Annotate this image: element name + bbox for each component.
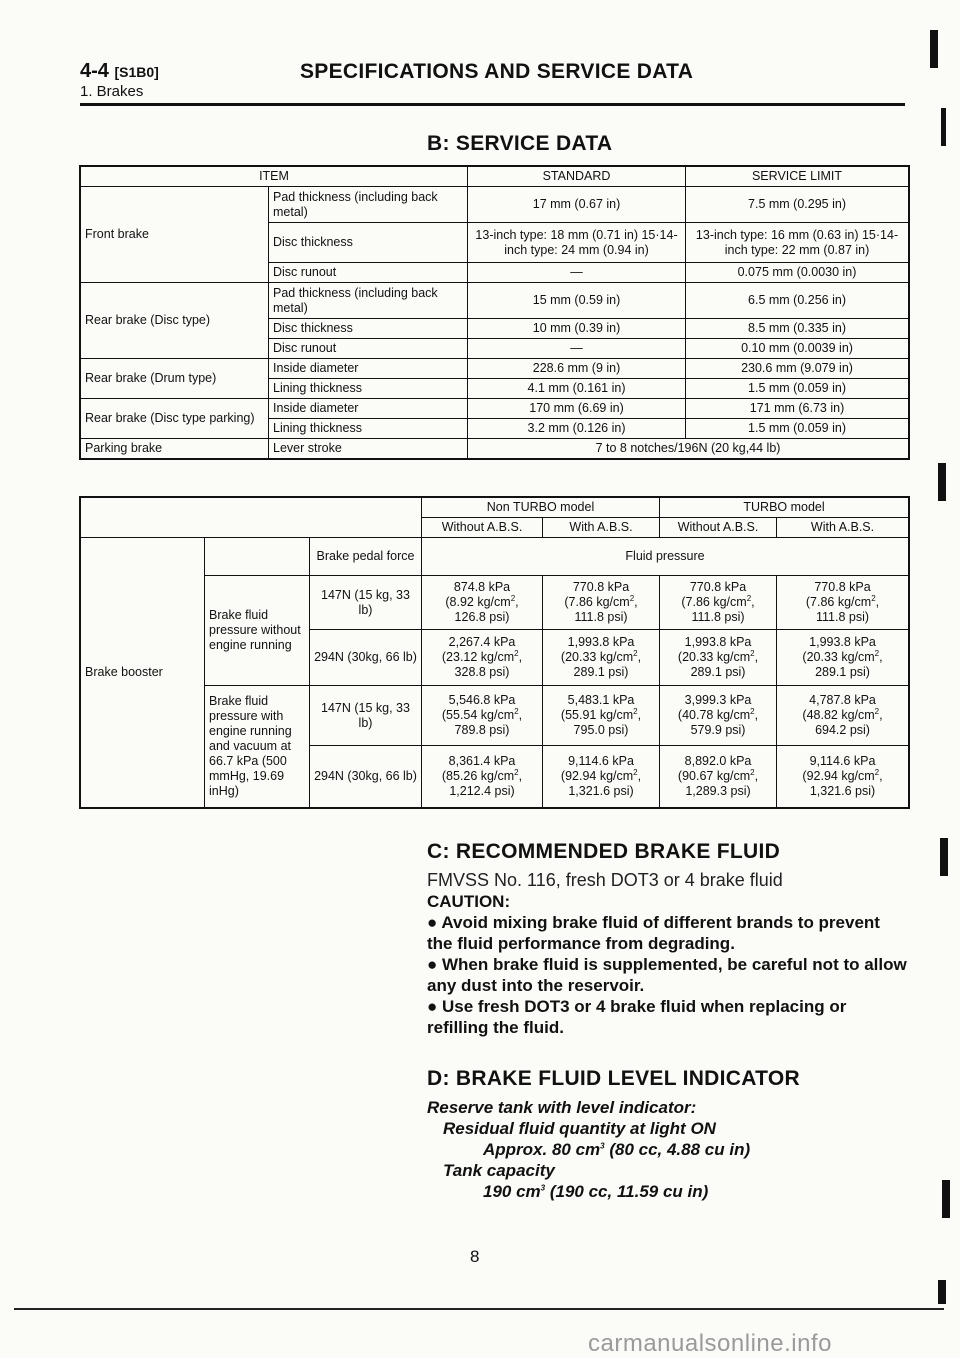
group-label-rear-disc: Rear brake (Disc type) bbox=[81, 283, 269, 359]
standard-cell: 10 mm (0.39 in) bbox=[468, 319, 686, 339]
standard-cell: 228.6 mm (9 in) bbox=[468, 359, 686, 379]
table-row bbox=[81, 399, 909, 419]
scan-mark bbox=[938, 463, 946, 501]
section-code bbox=[80, 60, 159, 83]
scan-mark bbox=[940, 838, 948, 876]
standard-cell: 13-inch type: 18 mm (0.71 in) 15·14-inch type: 24 mm (0.94 in) bbox=[468, 223, 686, 263]
pressure-cell: 9,114.6 kPa (92.94 $kg/cm^2$, 1,321.6 psi) bbox=[777, 746, 909, 808]
force-cell: 294N (30kg, 66 lb) bbox=[310, 746, 422, 808]
row-label-brake-booster: Brake booster bbox=[81, 538, 205, 808]
force-cell: 147N (15 kg, 33 lb) bbox=[310, 576, 422, 630]
pressure-cell: 770.8 kPa (7.86 $kg/cm^2$, 111.8 psi) bbox=[660, 576, 777, 630]
page-number: 8 bbox=[470, 1247, 480, 1266]
col-header-fluid-pressure: Fluid pressure bbox=[422, 538, 909, 576]
scan-mark bbox=[941, 108, 946, 146]
caution-label: CAUTION: bbox=[427, 892, 511, 911]
standard-cell: 15 mm (0.59 in) bbox=[468, 283, 686, 319]
caution-item: ● Avoid mixing brake fluid of different brands to prevent the fluid performance from degrading. bbox=[427, 913, 880, 953]
limit-cell: 8.5 mm (0.335 in) bbox=[686, 319, 909, 339]
force-cell: 147N (15 kg, 33 lb) bbox=[310, 686, 422, 746]
col-header-standard: STANDARD bbox=[468, 167, 686, 187]
col-header-with-abs: With A.B.S. bbox=[543, 518, 660, 538]
standard-cell: — bbox=[468, 263, 686, 283]
limit-cell: 6.5 mm (0.256 in) bbox=[686, 283, 909, 319]
scan-mark bbox=[938, 1280, 946, 1304]
fluid-heading: C: RECOMMENDED BRAKE FLUID bbox=[427, 840, 781, 863]
item-cell: Inside diameter bbox=[269, 359, 468, 379]
pressure-cell: 5,483.1 kPa (55.91 $kg/cm^2$, 795.0 psi) bbox=[543, 686, 660, 746]
indicator-line: Tank capacity bbox=[443, 1161, 555, 1180]
pressure-cell: 8,892.0 kPa (90.67 $kg/cm^2$, 1,289.3 psi) bbox=[660, 746, 777, 808]
limit-cell: 1.5 mm (0.059 in) bbox=[686, 419, 909, 439]
pressure-cell: 8,361.4 kPa (85.26 $kg/cm^2$, 1,212.4 psi) bbox=[422, 746, 543, 808]
brake-booster-table bbox=[80, 497, 909, 808]
scan-mark bbox=[930, 30, 938, 68]
table-row bbox=[81, 359, 909, 379]
col-header-with-abs: With A.B.S. bbox=[777, 518, 909, 538]
header-rule bbox=[80, 103, 905, 106]
blank-corner bbox=[81, 498, 422, 538]
col-header-non-turbo: Non TURBO model bbox=[422, 498, 660, 518]
limit-cell: 13-inch type: 16 mm (0.63 in) 15·14-inch type: 22 mm (0.87 in) bbox=[686, 223, 909, 263]
col-header-without-abs: Without A.B.S. bbox=[422, 518, 543, 538]
pressure-cell: 1,993.8 kPa (20.33 $kg/cm^2$, 289.1 psi) bbox=[660, 630, 777, 686]
pressure-cell: 770.8 kPa (7.86 $kg/cm^2$, 111.8 psi) bbox=[543, 576, 660, 630]
pressure-cell: 874.8 kPa (8.92 $kg/cm^2$, 126.8 psi) bbox=[422, 576, 543, 630]
page-title: SPECIFICATIONS AND SERVICE DATA bbox=[300, 60, 694, 83]
pressure-cell: 2,267.4 kPa (23.12 $kg/cm^2$, 328.8 psi) bbox=[422, 630, 543, 686]
standard-cell: 4.1 mm (0.161 in) bbox=[468, 379, 686, 399]
col-header-without-abs: Without A.B.S. bbox=[660, 518, 777, 538]
item-cell: Disc thickness bbox=[269, 223, 468, 263]
watermark: carmanualsonline.info bbox=[588, 1330, 832, 1357]
section-number: 4-4 bbox=[80, 60, 109, 82]
item-cell: Pad thickness (including back metal) bbox=[269, 283, 468, 319]
col-header-turbo: TURBO model bbox=[660, 498, 909, 518]
indicator-section bbox=[427, 1097, 907, 1202]
pressure-cell: 4,787.8 kPa (48.82 $kg/cm^2$, 694.2 psi) bbox=[777, 686, 909, 746]
standard-cell: 17 mm (0.67 in) bbox=[468, 187, 686, 223]
item-cell: Lining thickness bbox=[269, 419, 468, 439]
group-label-front: Front brake bbox=[81, 187, 269, 283]
caution-list bbox=[427, 912, 907, 1038]
col-header-limit: SERVICE LIMIT bbox=[686, 167, 909, 187]
table-header-row bbox=[81, 538, 909, 576]
fluid-spec: FMVSS No. 116, fresh DOT3 or 4 brake fluid bbox=[427, 870, 783, 890]
pressure-cell: 3,999.3 kPa (40.78 $kg/cm^2$, 579.9 psi) bbox=[660, 686, 777, 746]
indicator-line: Residual fluid quantity at light ON bbox=[443, 1119, 716, 1138]
pressure-cell: 9,114.6 kPa (92.94 $kg/cm^2$, 1,321.6 psi) bbox=[543, 746, 660, 808]
footer-rule bbox=[14, 1308, 944, 1310]
section-ref: [S1B0] bbox=[114, 64, 159, 80]
table-row bbox=[81, 283, 909, 319]
item-cell: Lining thickness bbox=[269, 379, 468, 399]
col-header-pedal-force: Brake pedal force bbox=[310, 538, 422, 576]
indicator-line: 190 $cm^3$ (190 cc, 11.59 cu in) bbox=[483, 1182, 709, 1201]
limit-cell: 0.075 mm (0.0030 in) bbox=[686, 263, 909, 283]
blank-cell bbox=[205, 538, 310, 576]
item-cell: Disc runout bbox=[269, 263, 468, 283]
pressure-cell: 5,546.8 kPa (55.54 $kg/cm^2$, 789.8 psi) bbox=[422, 686, 543, 746]
item-cell: Inside diameter bbox=[269, 399, 468, 419]
indicator-line: Reserve tank with level indicator: bbox=[427, 1098, 697, 1117]
group-label-parking: Parking brake bbox=[81, 439, 269, 459]
pressure-cell: 1,993.8 kPa (20.33 $kg/cm^2$, 289.1 psi) bbox=[777, 630, 909, 686]
limit-cell: 7.5 mm (0.295 in) bbox=[686, 187, 909, 223]
group-label-rear-parking: Rear brake (Disc type parking) bbox=[81, 399, 269, 439]
limit-cell: 1.5 mm (0.059 in) bbox=[686, 379, 909, 399]
limit-cell: 0.10 mm (0.0039 in) bbox=[686, 339, 909, 359]
pressure-cell: 770.8 kPa (7.86 $kg/cm^2$, 111.8 psi) bbox=[777, 576, 909, 630]
standard-cell: 7 to 8 notches/196N (20 kg,44 lb) bbox=[468, 439, 909, 459]
force-cell: 294N (30kg, 66 lb) bbox=[310, 630, 422, 686]
standard-cell: — bbox=[468, 339, 686, 359]
group-label-rear-drum: Rear brake (Drum type) bbox=[81, 359, 269, 399]
scan-mark bbox=[942, 1180, 950, 1218]
caution-item: ● Use fresh DOT3 or 4 brake fluid when replacing or refilling the fluid. bbox=[427, 997, 847, 1037]
indicator-line: Approx. 80 $cm^3$ (80 cc, 4.88 cu in) bbox=[483, 1140, 751, 1159]
service-data-table bbox=[80, 166, 909, 459]
item-cell: Pad thickness (including back metal) bbox=[269, 187, 468, 223]
page-subtitle: 1. Brakes bbox=[80, 83, 144, 100]
caution-item: ● When brake fluid is supplemented, be careful not to allow any dust into the reservoir. bbox=[427, 955, 907, 995]
table-row bbox=[81, 187, 909, 223]
item-cell: Disc thickness bbox=[269, 319, 468, 339]
table-row bbox=[81, 686, 909, 746]
table-row bbox=[81, 439, 909, 459]
item-cell: Disc runout bbox=[269, 339, 468, 359]
table-header-row bbox=[81, 498, 909, 518]
indicator-heading: D: BRAKE FLUID LEVEL INDICATOR bbox=[427, 1067, 801, 1090]
pressure-cell: 1,993.8 kPa (20.33 $kg/cm^2$, 289.1 psi) bbox=[543, 630, 660, 686]
condition-engine-running: Brake fluid pressure with engine running and vacuum at 66.7 kPa (500 mmHg, 19.69 inHg) bbox=[205, 686, 310, 808]
limit-cell: 230.6 mm (9.079 in) bbox=[686, 359, 909, 379]
table-row bbox=[81, 576, 909, 630]
condition-no-engine: Brake fluid pressure without engine running bbox=[205, 576, 310, 686]
table-header-row bbox=[81, 167, 909, 187]
item-cell: Lever stroke bbox=[269, 439, 468, 459]
service-data-heading: B: SERVICE DATA bbox=[427, 132, 613, 155]
limit-cell: 171 mm (6.73 in) bbox=[686, 399, 909, 419]
col-header-item: ITEM bbox=[81, 167, 468, 187]
standard-cell: 170 mm (6.69 in) bbox=[468, 399, 686, 419]
standard-cell: 3.2 mm (0.126 in) bbox=[468, 419, 686, 439]
fluid-section bbox=[427, 870, 907, 1038]
